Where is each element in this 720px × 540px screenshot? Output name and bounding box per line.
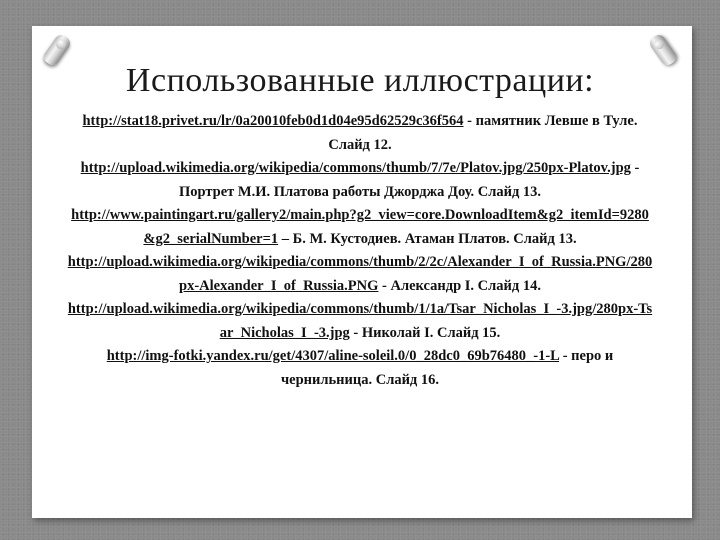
reference-link[interactable]: http://upload.wikimedia.org/wikipedia/commons/thumb/1/1a/Tsar_Nicholas_I_-3.jpg/280px-Tsar_Nicholas_I_-3.jpg bbox=[67, 301, 653, 341]
reference-item bbox=[68, 254, 653, 294]
reference-description: Б. М. Кустодиев. Атаман Платов. Слайд 13. bbox=[292, 230, 577, 247]
reference-item bbox=[81, 160, 640, 200]
reference-separator: - bbox=[559, 348, 572, 364]
reference-separator: - bbox=[349, 324, 362, 341]
reference-description: Портрет М.И. Платова работы Джорджа Доу. Слайд 13. bbox=[178, 183, 542, 200]
reference-separator: – bbox=[278, 230, 293, 247]
reference-separator: - bbox=[463, 113, 476, 129]
references-list bbox=[66, 110, 654, 392]
reference-item bbox=[68, 301, 652, 341]
reference-link[interactable]: http://www.paintingart.ru/gallery2/main.php?g2_view=core.DownloadItem&g2_itemId=9280&g2_serialNumber=1 bbox=[71, 207, 649, 247]
slide-title: Использованные иллюстрации: bbox=[125, 62, 595, 99]
reference-separator: - bbox=[378, 277, 391, 294]
reference-description: перо и чернильница. Слайд 16. bbox=[280, 348, 614, 388]
reference-item bbox=[82, 113, 637, 153]
reference-link[interactable]: http://stat18.privet.ru/lr/0a20010feb0d1d04e95d62529c36f564 bbox=[82, 113, 464, 129]
reference-link[interactable]: http://img-fotki.yandex.ru/get/4307/aline-soleil.0/0_28dc0_69b76480_-1-L bbox=[106, 348, 560, 364]
reference-link[interactable]: http://upload.wikimedia.org/wikipedia/commons/thumb/2/2c/Alexander_I_of_Russia.PNG/280px-Alexander_I_of_Russia.PNG bbox=[67, 254, 653, 294]
reference-item bbox=[107, 348, 614, 388]
reference-description: памятник Левше в Туле. Слайд 12. bbox=[328, 113, 638, 153]
reference-description: Николай I. Слайд 15. bbox=[361, 324, 501, 341]
reference-separator: - bbox=[630, 160, 640, 176]
reference-link[interactable]: http://upload.wikimedia.org/wikipedia/commons/thumb/7/7e/Platov.jpg/250px-Platov.jpg bbox=[80, 160, 631, 176]
reference-item bbox=[71, 207, 649, 247]
reference-description: Александр I. Слайд 14. bbox=[390, 277, 541, 294]
